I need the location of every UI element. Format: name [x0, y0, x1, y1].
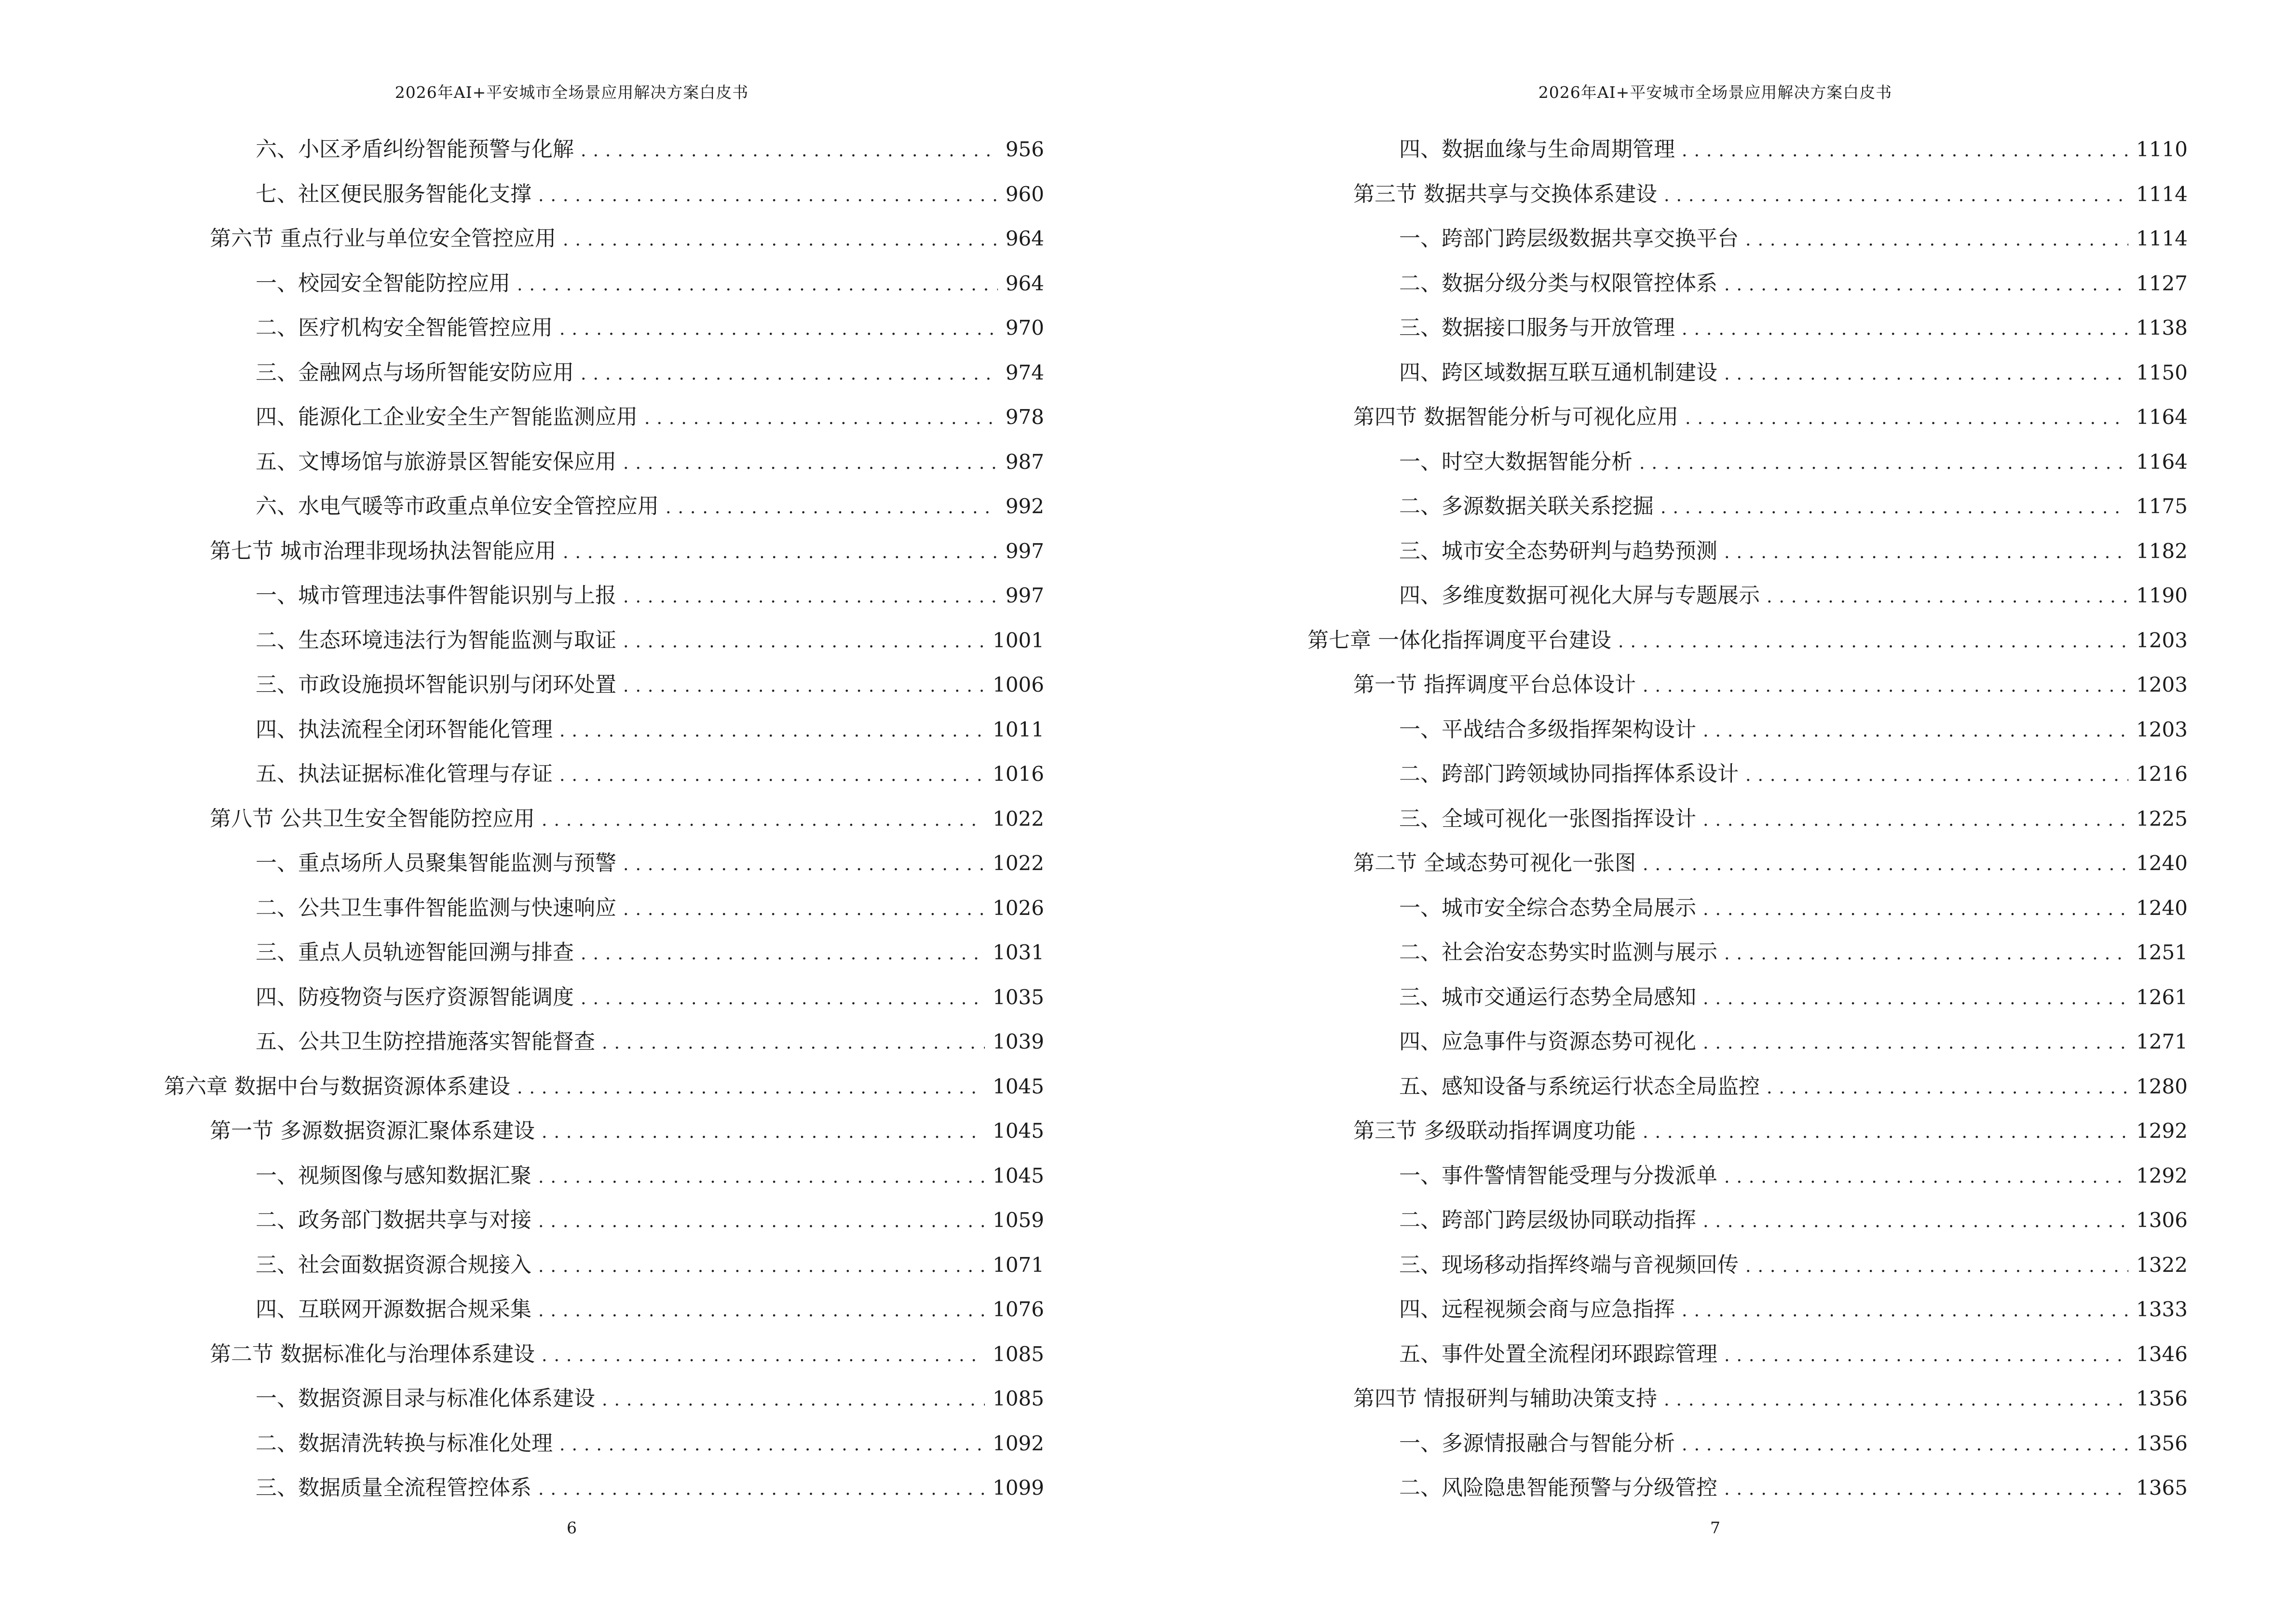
toc-entry-title: 四、应急事件与资源态势可视化 — [1399, 1029, 1696, 1054]
toc-entry-page: 1190 — [2136, 584, 2188, 607]
toc-entry-page: 1006 — [993, 673, 1044, 696]
dot-leader — [542, 1341, 985, 1370]
toc-entry-title: 一、视频图像与感知数据汇聚 — [256, 1163, 531, 1188]
toc-entry-page: 987 — [1005, 450, 1044, 474]
toc-entry-page: 1164 — [2136, 405, 2188, 429]
toc-entry-page: 1045 — [993, 1163, 1044, 1187]
toc-entry-title: 三、城市交通运行态势全局感知 — [1399, 984, 1696, 1010]
dot-leader — [559, 761, 985, 790]
toc-entry-title: 四、数据血缘与生命周期管理 — [1399, 137, 1675, 162]
toc-entry-page: 970 — [1005, 316, 1044, 340]
toc-entry-page: 1127 — [2136, 271, 2188, 295]
toc-entry-title: 一、事件警情智能受理与分拨派单 — [1399, 1163, 1717, 1188]
toc-entry[interactable] — [256, 448, 1044, 477]
dot-leader — [538, 1207, 985, 1236]
toc-entry[interactable] — [1399, 581, 2188, 610]
dot-leader — [1664, 181, 2128, 210]
toc-entry-title: 第一节 指挥调度平台总体设计 — [1353, 672, 1636, 697]
dot-leader — [623, 850, 985, 879]
toc-entry[interactable] — [1399, 537, 2188, 566]
toc-entry[interactable] — [1399, 1206, 2188, 1235]
toc-entry-title: 二、医疗机构安全智能管控应用 — [256, 315, 553, 340]
dot-leader — [1745, 761, 2128, 790]
dot-leader — [623, 672, 985, 701]
dot-leader — [559, 315, 998, 344]
toc-entry-page: 992 — [1005, 494, 1044, 518]
dot-leader — [1682, 1296, 2128, 1325]
toc-entry-page: 1346 — [2136, 1342, 2188, 1366]
toc-entry[interactable] — [256, 403, 1044, 432]
toc-entry-title: 三、城市安全态势研判与趋势预测 — [1399, 538, 1717, 563]
toc-entry-page: 1022 — [993, 851, 1044, 875]
toc-entry-title: 四、多维度数据可视化大屏与专题展示 — [1399, 583, 1760, 608]
toc-entry-page: 1045 — [993, 1119, 1044, 1143]
toc-entry-title: 二、数据清洗转换与标准化处理 — [256, 1431, 553, 1456]
toc-entry-page: 1356 — [2136, 1387, 2188, 1410]
dot-leader — [1703, 984, 2128, 1013]
toc-entry[interactable] — [256, 760, 1044, 789]
toc-entry[interactable] — [256, 1384, 1044, 1413]
toc-entry[interactable] — [256, 135, 1044, 164]
toc-entry-title: 第六章 数据中台与数据资源体系建设 — [164, 1074, 510, 1099]
dot-leader — [1703, 806, 2128, 835]
toc-entry-page: 1138 — [2136, 316, 2188, 340]
toc-entry-page: 1035 — [993, 985, 1044, 1009]
toc-entry-page: 1333 — [2136, 1297, 2188, 1321]
dot-leader — [538, 1296, 985, 1325]
toc-entry-title: 五、事件处置全流程闭环跟踪管理 — [1399, 1341, 1717, 1366]
toc-entry[interactable] — [1399, 1340, 2188, 1369]
toc-entry-page: 1240 — [2136, 851, 2188, 875]
dot-leader — [538, 1475, 985, 1504]
toc-entry[interactable] — [210, 805, 1044, 833]
toc-entry-title: 一、平战结合多级指挥架构设计 — [1399, 717, 1696, 742]
dot-leader — [1745, 226, 2128, 255]
toc-entry[interactable] — [1399, 894, 2188, 923]
toc-entry-page: 1059 — [993, 1208, 1044, 1232]
dot-leader — [1767, 1074, 2128, 1103]
toc-entry[interactable] — [1399, 1072, 2188, 1101]
toc-entry[interactable] — [1399, 269, 2188, 298]
toc-entry-title: 三、金融网点与场所智能安防应用 — [256, 360, 574, 385]
toc-entry-page: 1356 — [2136, 1431, 2188, 1455]
toc-entry-page: 997 — [1005, 584, 1044, 607]
toc-entry[interactable] — [1353, 1384, 2188, 1413]
toc-entry-title: 六、水电气暖等市政重点单位安全管控应用 — [256, 494, 659, 519]
toc-entry-title: 一、多源情报融合与智能分析 — [1399, 1431, 1675, 1456]
dot-leader — [581, 984, 985, 1013]
toc-entry-title: 第三节 数据共享与交换体系建设 — [1353, 181, 1657, 206]
toc-entry-title: 五、文博场馆与旅游景区智能安保应用 — [256, 449, 616, 474]
toc-entry-page: 1225 — [2136, 806, 2188, 831]
dot-leader — [1703, 1207, 2128, 1236]
toc-entry-page: 1271 — [2136, 1030, 2188, 1053]
toc-entry-title: 二、跨部门跨层级协同联动指挥 — [1399, 1208, 1696, 1232]
toc-entry-title: 一、校园安全智能防控应用 — [256, 271, 510, 296]
toc-entry-page: 1092 — [993, 1431, 1044, 1455]
toc-entry-page: 1292 — [2136, 1119, 2188, 1143]
dot-leader — [623, 449, 998, 478]
dot-leader — [602, 1029, 985, 1058]
toc-entry-page: 1203 — [2136, 628, 2188, 652]
toc-entry[interactable] — [1399, 715, 2188, 744]
toc-entry-page: 1071 — [993, 1253, 1044, 1277]
toc-entry[interactable] — [164, 1072, 1044, 1101]
toc-entry-title: 第三节 多级联动指挥调度功能 — [1353, 1119, 1636, 1143]
toc-entry-title: 三、重点人员轨迹智能回溯与排查 — [256, 940, 574, 965]
toc-entry[interactable] — [1399, 983, 2188, 1012]
dot-leader — [1685, 404, 2128, 433]
dot-leader — [1724, 360, 2128, 389]
toc-entry-page: 1306 — [2136, 1208, 2188, 1232]
dot-leader — [1724, 1163, 2128, 1192]
dot-leader — [1703, 717, 2128, 746]
toc-entry[interactable] — [1399, 1474, 2188, 1502]
toc-entry-page: 1026 — [993, 896, 1044, 920]
toc-entry-title: 三、现场移动指挥终端与音视频回传 — [1399, 1252, 1739, 1277]
dot-leader — [1745, 1252, 2128, 1281]
dot-leader — [1643, 1118, 2128, 1147]
dot-leader — [542, 1118, 985, 1147]
toc-entry-page: 1114 — [2136, 227, 2188, 250]
dot-leader — [1767, 583, 2128, 612]
toc-entry-title: 五、公共卫生防控措施落实智能督查 — [256, 1029, 595, 1054]
dot-leader — [538, 181, 998, 210]
toc-entry-title: 四、远程视频会商与应急指挥 — [1399, 1297, 1675, 1322]
toc-entry[interactable] — [256, 849, 1044, 878]
dot-leader — [1643, 672, 2128, 701]
toc-entry[interactable] — [1353, 180, 2188, 209]
dot-leader — [1661, 493, 2128, 522]
dot-leader — [1639, 449, 2128, 478]
toc-entry[interactable] — [256, 314, 1044, 342]
toc-entry-page: 1039 — [993, 1030, 1044, 1053]
toc-entry-title: 第二节 全域态势可视化一张图 — [1353, 851, 1636, 875]
toc-entry-title: 二、跨部门跨领域协同指挥体系设计 — [1399, 762, 1739, 786]
toc-entry-title: 二、多源数据关联关系挖掘 — [1399, 494, 1654, 519]
toc-entry-page: 1216 — [2136, 762, 2188, 786]
toc-entry-page: 1114 — [2136, 182, 2188, 206]
toc-entry-page: 956 — [1005, 137, 1044, 161]
page-number: 6 — [567, 1518, 577, 1537]
toc-entry[interactable] — [256, 670, 1044, 699]
dot-leader — [1682, 1431, 2128, 1460]
toc-entry[interactable] — [256, 492, 1044, 521]
toc-entry-title: 二、公共卫生事件智能监测与快速响应 — [256, 895, 616, 920]
toc-entry-page: 1085 — [993, 1342, 1044, 1366]
toc-entry[interactable] — [1399, 1161, 2188, 1190]
toc-entry-page: 978 — [1005, 405, 1044, 429]
dot-leader — [644, 404, 998, 433]
toc-entry[interactable] — [256, 269, 1044, 298]
toc-entry[interactable] — [256, 1027, 1044, 1056]
toc-entry[interactable] — [1399, 1251, 2188, 1280]
toc-entry-page: 997 — [1005, 539, 1044, 563]
dot-leader — [1724, 1341, 2128, 1370]
toc-entry[interactable] — [1399, 760, 2188, 789]
toc-entry[interactable] — [256, 894, 1044, 923]
toc-entry-page: 1099 — [993, 1476, 1044, 1500]
toc-entry[interactable] — [1399, 1027, 2188, 1056]
toc-entry[interactable] — [210, 224, 1044, 253]
toc-entry-page: 1001 — [993, 628, 1044, 652]
toc-entry-page: 1011 — [993, 717, 1044, 741]
toc-entry-title: 一、城市安全综合态势全局展示 — [1399, 895, 1696, 920]
toc-entry[interactable] — [1399, 805, 2188, 833]
toc-entry-page: 1085 — [993, 1387, 1044, 1410]
toc-entry[interactable] — [256, 180, 1044, 209]
toc-entry-title: 一、重点场所人员聚集智能监测与预警 — [256, 851, 616, 875]
toc-entry-page: 1182 — [2136, 539, 2188, 563]
right-page — [1144, 0, 2287, 1624]
dot-leader — [559, 1431, 985, 1460]
dot-leader — [542, 806, 985, 835]
toc-entry[interactable] — [1399, 448, 2188, 477]
toc-entry[interactable] — [1307, 626, 2188, 655]
toc-entry-title: 第七节 城市治理非现场执法智能应用 — [210, 538, 556, 563]
toc-entry-title: 第八节 公共卫生安全智能防控应用 — [210, 806, 535, 831]
toc-entry-title: 二、风险隐患智能预警与分级管控 — [1399, 1475, 1717, 1500]
toc-entry-page: 1203 — [2136, 717, 2188, 741]
dot-leader — [623, 628, 985, 656]
toc-entry[interactable] — [1399, 1295, 2188, 1324]
toc-entry-title: 二、政务部门数据共享与对接 — [256, 1208, 531, 1232]
dot-leader — [559, 717, 985, 746]
toc-entry-title: 一、时空大数据智能分析 — [1399, 449, 1633, 474]
toc-entry[interactable] — [256, 1429, 1044, 1458]
toc-entry-title: 四、防疫物资与医疗资源智能调度 — [256, 984, 574, 1010]
dot-leader — [1664, 1386, 2128, 1415]
toc-entry[interactable] — [1399, 938, 2188, 967]
toc-entry[interactable] — [256, 1295, 1044, 1324]
toc-entry-title: 一、跨部门跨层级数据共享交换平台 — [1399, 226, 1739, 251]
toc-entry-page: 1251 — [2136, 941, 2188, 964]
toc-entry-page: 960 — [1005, 182, 1044, 206]
toc-entry[interactable] — [1399, 224, 2188, 253]
toc-entry-page: 1076 — [993, 1297, 1044, 1321]
toc-entry[interactable] — [256, 358, 1044, 387]
dot-leader — [1682, 315, 2128, 344]
toc-entry[interactable] — [256, 938, 1044, 967]
toc-entry[interactable] — [1399, 135, 2188, 164]
dot-leader — [1724, 1475, 2128, 1504]
toc-entry[interactable] — [256, 983, 1044, 1012]
dot-leader — [517, 271, 998, 300]
toc-entry[interactable] — [1353, 849, 2188, 878]
dot-leader — [623, 583, 998, 612]
toc-entry-title: 二、生态环境违法行为智能监测与取证 — [256, 628, 616, 653]
toc-entry[interactable] — [1353, 1117, 2188, 1146]
toc-entry[interactable] — [1353, 670, 2188, 699]
toc-entry-page: 1322 — [2136, 1253, 2188, 1277]
toc-entry-page: 1150 — [2136, 360, 2188, 384]
toc-entry-title: 四、互联网开源数据合规采集 — [256, 1297, 531, 1322]
toc-entry-title: 四、执法流程全闭环智能化管理 — [256, 717, 553, 742]
dot-leader — [1703, 1029, 2128, 1058]
page-header: 2026年AI+平安城市全场景应用解决方案白皮书 — [395, 83, 749, 102]
dot-leader — [623, 895, 985, 924]
dot-leader — [563, 226, 998, 255]
toc-entry-page: 964 — [1005, 271, 1044, 295]
toc-entry-title: 二、社会治安态势实时监测与展示 — [1399, 940, 1717, 965]
toc-entry[interactable] — [256, 715, 1044, 744]
dot-leader — [1643, 850, 2128, 879]
dot-leader — [1724, 271, 2128, 300]
toc-entry-title: 第四节 数据智能分析与可视化应用 — [1353, 405, 1678, 429]
toc-entry-page: 1110 — [2136, 137, 2188, 161]
dot-leader — [538, 1252, 985, 1281]
toc-entry-title: 七、社区便民服务智能化支撑 — [256, 181, 531, 206]
toc-entry[interactable] — [1399, 358, 2188, 387]
toc-entry-title: 三、数据接口服务与开放管理 — [1399, 315, 1675, 340]
toc-entry-page: 1280 — [2136, 1074, 2188, 1098]
toc-entry-title: 一、数据资源目录与标准化体系建设 — [256, 1386, 595, 1411]
toc-entry-page: 1031 — [993, 941, 1044, 964]
toc-entry[interactable] — [1399, 314, 2188, 342]
toc-entry[interactable] — [210, 537, 1044, 566]
toc-entry[interactable] — [210, 1117, 1044, 1146]
toc-entry-title: 二、数据分级分类与权限管控体系 — [1399, 271, 1717, 296]
toc-entry-page: 964 — [1005, 227, 1044, 250]
toc-entry-title: 第一节 多源数据资源汇聚体系建设 — [210, 1119, 535, 1143]
toc-entry[interactable] — [256, 1474, 1044, 1502]
toc-entry-title: 第六节 重点行业与单位安全管控应用 — [210, 226, 556, 251]
toc-entry-title: 五、执法证据标准化管理与存证 — [256, 762, 553, 786]
page-number: 7 — [1710, 1518, 1720, 1537]
toc-entry[interactable] — [256, 626, 1044, 655]
toc-entry-page: 1292 — [2136, 1163, 2188, 1187]
toc-entry-title: 四、跨区域数据互联互通机制建设 — [1399, 360, 1717, 385]
toc-entry-title: 三、社会面数据资源合规接入 — [256, 1252, 531, 1277]
dot-leader — [563, 538, 998, 567]
toc-entry-title: 四、能源化工企业安全生产智能监测应用 — [256, 405, 638, 429]
toc-entry-page: 1240 — [2136, 896, 2188, 920]
toc-entry-page: 1203 — [2136, 673, 2188, 696]
toc-entry-page: 1261 — [2136, 985, 2188, 1009]
toc-entry-page: 1175 — [2136, 494, 2188, 518]
dot-leader — [1724, 940, 2128, 969]
dot-leader — [538, 1163, 985, 1192]
toc-entry[interactable] — [256, 1206, 1044, 1235]
toc-entry-title: 第四节 情报研判与辅助决策支持 — [1353, 1386, 1657, 1411]
dot-leader — [581, 360, 998, 389]
dot-leader — [1618, 628, 2128, 656]
toc-entry[interactable] — [256, 1251, 1044, 1280]
toc-entry[interactable] — [210, 1340, 1044, 1369]
toc-entry[interactable] — [1399, 1429, 2188, 1458]
toc-entry-title: 五、感知设备与系统运行状态全局监控 — [1399, 1074, 1760, 1099]
dot-leader — [602, 1386, 985, 1415]
toc-entry[interactable] — [1399, 492, 2188, 521]
toc-entry-title: 三、数据质量全流程管控体系 — [256, 1475, 531, 1500]
toc-entry-title: 三、市政设施损坏智能识别与闭环处置 — [256, 672, 616, 697]
dot-leader — [1682, 136, 2128, 165]
toc-entry-title: 六、小区矛盾纠纷智能预警与化解 — [256, 137, 574, 162]
dot-leader — [517, 1074, 985, 1103]
dot-leader — [1703, 895, 2128, 924]
page-header: 2026年AI+平安城市全场景应用解决方案白皮书 — [1538, 83, 1892, 102]
toc-entry-page: 1045 — [993, 1074, 1044, 1098]
toc-entry-title: 三、全域可视化一张图指挥设计 — [1399, 806, 1696, 831]
toc-entry[interactable] — [256, 581, 1044, 610]
dot-leader — [666, 493, 998, 522]
dot-leader — [1724, 538, 2128, 567]
toc-entry[interactable] — [256, 1161, 1044, 1190]
toc-entry-page: 1164 — [2136, 450, 2188, 474]
toc-entry-page: 1365 — [2136, 1476, 2188, 1500]
dot-leader — [581, 136, 998, 165]
dot-leader — [581, 940, 985, 969]
toc-entry-title: 一、城市管理违法事件智能识别与上报 — [256, 583, 616, 608]
toc-entry-page: 974 — [1005, 360, 1044, 384]
toc-entry[interactable] — [1353, 403, 2188, 432]
toc-entry-page: 1022 — [993, 806, 1044, 831]
toc-entry-title: 第二节 数据标准化与治理体系建设 — [210, 1341, 535, 1366]
toc-entry-title: 第七章 一体化指挥调度平台建设 — [1307, 628, 1611, 653]
toc-entry-page: 1016 — [993, 762, 1044, 786]
